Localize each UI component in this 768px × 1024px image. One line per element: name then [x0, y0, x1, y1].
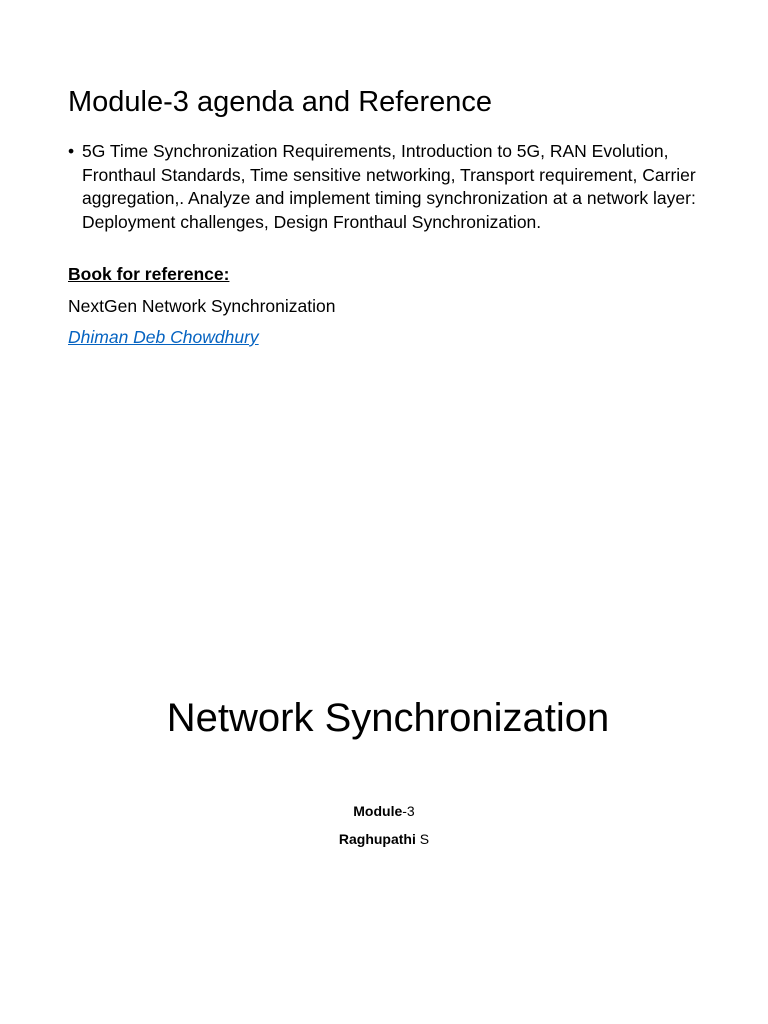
presenter-initial: S: [415, 831, 430, 847]
presenter-name: [0, 831, 768, 847]
agenda-title: Module-3 agenda and Reference: [68, 86, 493, 118]
presenter-first-name: Raghupathi: [338, 831, 416, 847]
module-label: Module: [353, 803, 403, 819]
reference-heading: Book for reference:: [68, 264, 230, 284]
module-subtitle: [0, 803, 768, 819]
reference-book-title: NextGen Network Synchronization: [68, 296, 336, 316]
reference-author-link[interactable]: Dhiman Deb Chowdhury: [68, 327, 259, 347]
agenda-bullet-text: 5G Time Synchronization Requirements, Introduction to 5G, RAN Evolution, Fronthaul Standards, Time sensitive networking, Transport requirement, Carrier aggregation,. Analyze and implement timing synchronization at a network layer: Deployment challenges, Design Fronthaul Synchronization.: [82, 141, 696, 232]
title-slide: [0, 512, 768, 1024]
module-number: -3: [402, 803, 415, 819]
agenda-bullet: [68, 140, 708, 234]
bullet-icon: •: [68, 141, 75, 161]
main-title: Network Synchronization: [166, 696, 610, 740]
